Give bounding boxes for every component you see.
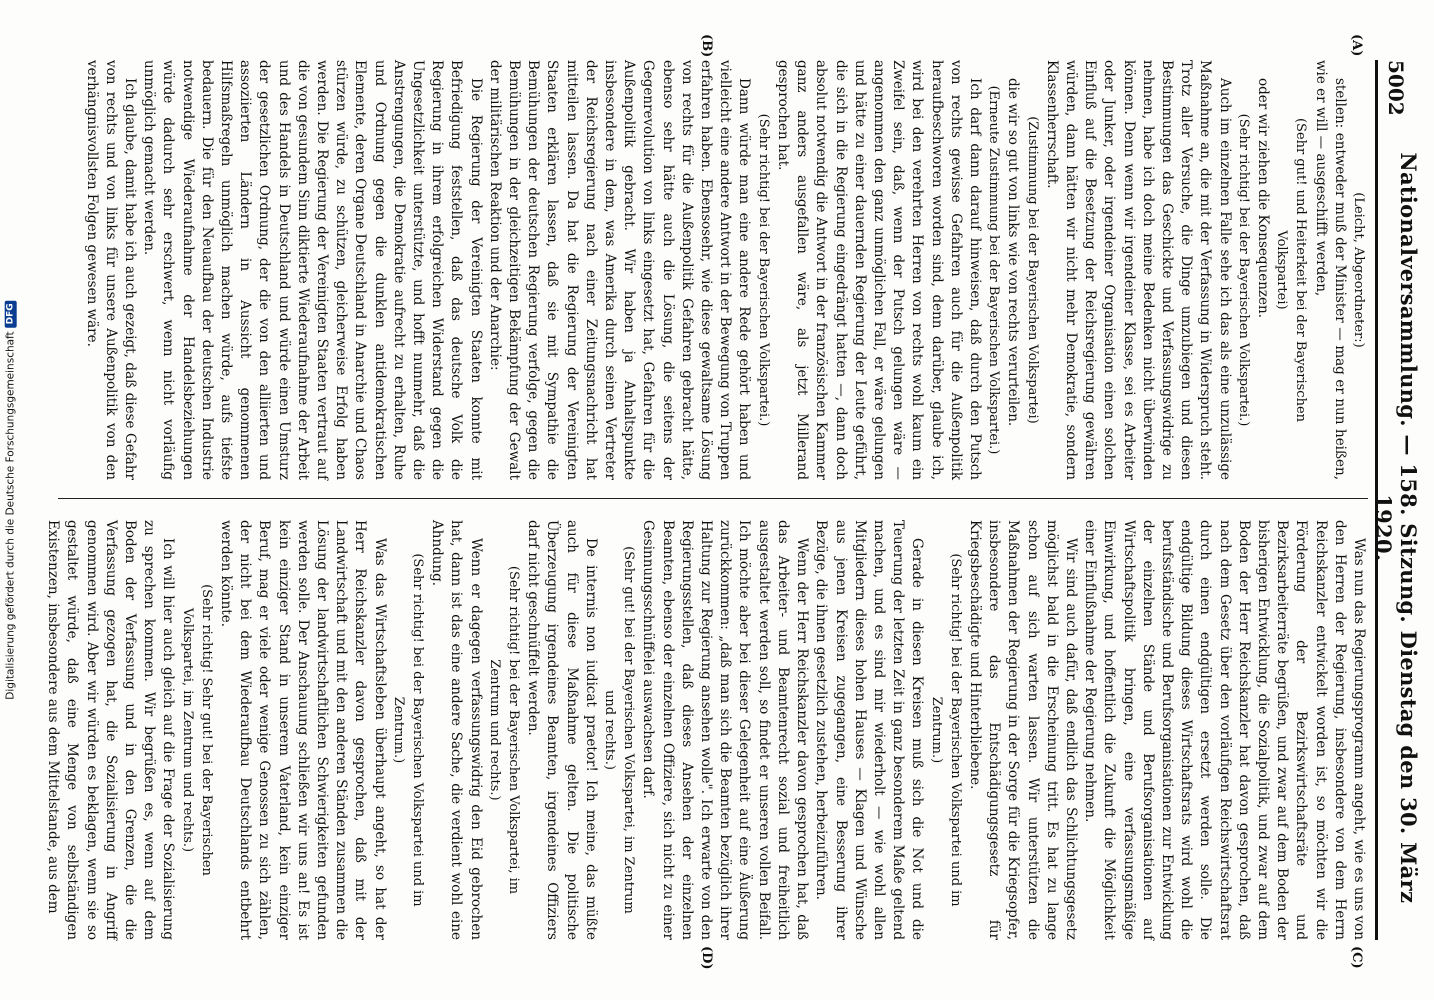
interjection: (Erneute Zustimmung bei der Bayerischen Volkspartei.) (986, 85, 1002, 455)
digitization-credit (0, 0, 22, 1000)
paragraph: die wir so gut von links wie von rechts verurteilen. (1005, 78, 1022, 427)
interjection: (Sehr richtig! bei der Bayerischen Volkspartei, im Zentrum und rechts.) (486, 565, 522, 895)
paragraph: Ich glaube, damit habe ich auch gezeigt, daß diese Gefahr von rechts und von links für unsere Außenpolitik von den verhängnisvollsten Folgen gewesen wäre. (83, 60, 138, 480)
paragraph: Wir sind auch dafür, daß endlich das Schlichtungsgesetz möglichst bald in die Erscheinung tritt. Es hat zu lange schon auf sich warten lassen. Wir unterstützen die Maßnahmen der Regierung in der Sorge für die Kriegsopfer, insbesondere das Entschädigungsgesetz für Kriegsbeschädigte und Hinterbliebene. (966, 520, 1079, 940)
page-header (1371, 60, 1421, 940)
margin-marker-b: (B) (699, 34, 714, 58)
paragraph: stellen: entweder muß der Minister — mag er nun heißen, wie er will — ausgeschifft werden, (1312, 60, 1348, 480)
paragraph: Auch im einzelnen Falle sehe ich das als eine unzulässige Maßnahme an, die mit der Verfassung in Widerspruch steht. Trotz aller Versuche, die Dinge umzubiegen und diesen Bestimmungen das Geschickte und Verfassungswidrige zu nehmen, habe ich doch meine Bedenken nicht überwinden können. Denn wenn wir irgendeiner Klasse, sei es Arbeiter oder Junker, oder irgendeiner Organisation einen solchen Einfluß auf die Besetzung der Reichsregierung gewähren würden, dann hätten wir nicht mehr Demokratie, sondern Klassenherrschaft. (1043, 60, 1233, 480)
page-number: 5002 (1384, 60, 1408, 116)
paragraph: Was nun das Regierungsprogramm angeht, wie es uns von den Herren der Regierung, insbesondere von dem Herrn Reichskanzler entwickelt worden ist, so möchten wir die Förderung der Bezirkswirtschaftsräte und Bezirksarbeiterräte begrüßen, und zwar auf dem Boden der bisherigen Entwicklung, die Sozialpolitik, und zwar auf dem Boden der Herr Reichskanzler hat davon gesprochen, daß nach dem Gesetz über den vorläufigen Reichswirtschaftsrat durch einen endgültigen ersetzt werden solle. Die endgültige Bildung dieses Wirtschaftsrats wird wohl die berufsständische und Berufsorganisationen zur Entwicklung der einzelnen Stände und Berufsorganisationen auf Wirtschaftspolitik bringen, eine verfassungsmäßige Einwirkung, und hoffentlich die Zukunft die Möglichkeit einer Einflußnahme der Regierung nehmen. (1082, 520, 1367, 940)
credit-text: Digitalisierung gefördert durch die Deutsche Forschungsgemeinschaft (5, 331, 17, 700)
margin-marker-d: (D) (699, 946, 714, 970)
interjection: (Sehr richtig! bei der Bayerischen Volkspartei.) (1235, 113, 1251, 427)
interjection: (Zustimmung bei der Bayerischen Volkspartei) (1024, 116, 1040, 424)
paragraph: Gerade in diesen Kreisen muß sich die Not und die Teuerung der letzten Zeit in ganz besonderem Maße geltend machen, und es sind mir wiederholt — wie wohl allen Mitgliedern dieses hohen Hauses — Klagen und Wünsche aus jenen Kreisen zugegangen, eine Besserung ihrer Bezüge, die ihnen gesetzlich zustehen, herbeizuführen. (813, 520, 926, 940)
interjection: (Sehr richtig! Sehr gut! bei der Bayerischen Volkspartei, im Zentrum und rechts.) (179, 584, 214, 876)
interjection: (Sehr richtig! bei der Bayerischen Volkspartei.) (755, 113, 771, 427)
margin-marker-a: (A) (1349, 34, 1364, 57)
interjection: (Sehr gut! bei der Bayerischen Volkspartei, im Zentrum und rechts.) (602, 546, 637, 914)
paragraph: Ich will hier auch gleich auf die Frage der Sozialisierung zu sprechen kommen. Wir begrüßen es, wenn auf dem Boden der Verfassung und in den Grenzen, die die Verfassung gezogen hat, die Sozialisierung in Angriff genommen wird. Aber wir würden es beklagen, wenn sie so gestaltet würde, daß eine Menge von selbständigen Existenzen, insbesondere aus dem Mittelstande, aus dem (45, 520, 177, 940)
interjection: (Leicht, Abgeordneter:) (1351, 192, 1366, 348)
interjection: (Sehr richtig! bei der Bayerischen Volkspartei und im Zentrum.) (390, 553, 426, 907)
paragraph: Wenn er dagegen verfassungswidrig den Eid gebrochen hat, dann ist das eine andere Sache, die verdient wohl eine Ahndung. (429, 520, 484, 940)
left-column (58, 60, 1368, 480)
margin-marker-c: (C) (1349, 946, 1364, 969)
paragraph: oder wir ziehen die Konsequenzen. (1254, 78, 1271, 319)
paragraph: Ich darf dann darauf hinweisen, daß durch den Putsch von rechts gewisse Gefahren auch für die Außenpolitik heraufbeschworen worden sind, denn darüber, glaube ich, wird bei den verehrten Herren von rechts wohl kaum ein Zweifel sein, daß, wenn der Putsch gelungen wäre — angenommen den ganz unmöglichen Fall, er wäre gelungen und hätte zu einer dauernden Regierung der Leute geführt, die sich in die Regierung eingedrängt hatten —, dann doch absolut notwendig die Antwort in der französischen Kammer ganz anders ausgefallen wäre, als jetzt Millerand gesprochen hat. (774, 60, 983, 480)
column-divider (58, 498, 1368, 499)
paragraph: Was das Wirtschaftsleben überhaupt angeht, so hat der Herr Reichskanzler davon gesprochen, daß mit der Landwirtschaft und mit den anderen Ständen zusammen die Lösung der landwirtschaftlichen Schwierigkeiten gefunden werden solle. Der Anschauung schließen wir uns an! Es ist kein einziger Stand in unserem Vaterland, kein einziger Beruf, mag er viele oder wenige Genossen zu sich zählen, der nicht bei dem Wiederaufbau Deutschlands entbehrt werden könnte. (218, 520, 388, 940)
paragraph: Dann würde man eine andere Rede gehört haben und vielleicht eine andere Antwort in der Bewegung von Truppen erfahren haben. Ebensosehr, wie diese gewaltsame Lösung von rechts für die Außenpolitik Gefahren gebracht hätte, ebenso sehr hätte auch die Lösung, die seitens der Gegenrevolution von links eingesetzt hat, Gefahren für die Außenpolitik gebracht. Wir haben ja Anhaltspunkte insbesondere in dem, was Amerika durch seinen Vertreter der Reichsregierung nach einer Zeitungsnachricht hat mitteilen lassen. Da hat die Regierung der Vereinigten Staaten erklären lassen, daß sie mit Sympathie die Bemühungen der deutschen Regierung verfolge, gegen die Bemühungen in der gleichzeitigen Bekämpfung der Gewalt der militärischen Reaktion und der Anarchie: (486, 60, 753, 480)
right-column (45, 520, 1368, 940)
interjection: (Sehr richtig! bei der Bayerischen Volkspartei und im Zentrum.) (928, 553, 963, 907)
interjection: (Sehr gut! und Heiterkeit bei der Bayerischen Volkspartei) (1274, 117, 1309, 423)
page-title: Nationalversammlung. — 158. Sitzung. Dienstag den 30. März 1920. (1371, 152, 1421, 904)
paragraph: De internis non iudicat praetor! Ich meine, das müßte auch für diese Maßnahme gelten. Die politische Überzeugung irgendeines Beamten, irgendeines Offiziers darf nicht geschnüffelt werden. (525, 520, 599, 940)
paragraph: Die Regierung der Vereinigten Staaten konnte mit Befriedigung feststellen, daß das deutsche Volk die Regierung in ihrem erfolgreichen Widerstand gegen die Ungesetzlichkeit unterstützte, und hofft nunmehr, daß die Anstrengungen, die Demokratie aufrecht zu erhalten, Ruhe und Ordnung gegen die dunklen antidemokratischen Elemente, deren Organe Deutschland in Anarchie und Chaos stürzen würde, zu schützen, gleicherweise Erfolg haben werden. Die Regierung der Vereinigten Staaten vertraut auf die von gesundem Sinn diktierte Wiederaufnahme der Arbeit und des Handels in Deutschland und würde einen Umsturz der gesetzlichen Ordnung, der die von den alliierten und assoziierten Ländern in Aussicht genommenen Hilfsmaßregeln unmöglich machen würde, aufs tiefste bedauern. Die für den Neuaufbau der deutschen Industrie notwendige Wiederaufnahme der Handelsbeziehungen würde dadurch sehr erschwert, wenn nicht vorläufig unmöglich gemacht werden. (141, 60, 484, 480)
paragraph: Wenn der Herr Reichskanzler davon gesprochen hat, daß das Arbeiter- und Beamtenrecht sozial und freiheitlich ausgestaltet werden soll, so findet er unseren vollen Beifall. Ich möchte aber bei dieser Gelegenheit auf eine Äußerung zurückkommen: „daß man sich die Beamten bezüglich ihrer Haltung zur Regierung ansehen wolle". Ich erwarte von den Regierungsstellen, daß dieses Ansehen der einzelnen Beamten, ebenso der einzelnen Offiziere, sich nicht zu einer Gesinnungsschnüffelei auswachsen darf. (640, 520, 811, 940)
dfg-logo: DFG (5, 300, 17, 327)
